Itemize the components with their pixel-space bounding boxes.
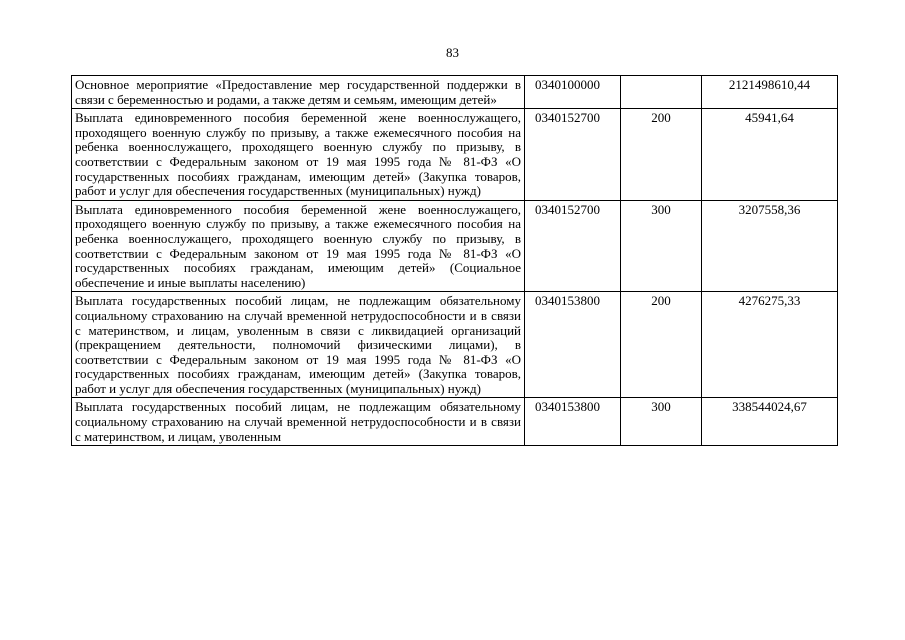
row-expense-type: 300	[621, 200, 702, 292]
table-row	[72, 76, 838, 109]
table-row	[72, 398, 838, 446]
row-expense-type: 200	[621, 292, 702, 398]
budget-table	[71, 75, 838, 446]
row-description: Выплата единовременного пособия беременной жене военнослужащего, проходящего военную службу по призыву, а также ежемесячного пособия на ребенка военнослужащего, проходящего военную службу по призыву, в соответствии с Федеральным законом от 19 мая 1995 года № 81-ФЗ «О государственных пособиях гражданам, имеющим детей» (Закупка товаров, работ и услуг для обеспечения государственных (муниципальных) нужд)	[72, 109, 525, 201]
row-expense-type	[621, 76, 702, 109]
row-expense-type: 300	[621, 398, 702, 446]
row-amount: 2121498610,44	[702, 76, 838, 109]
table-row	[72, 200, 838, 292]
row-target-code: 0340152700	[525, 200, 621, 292]
row-target-code: 0340152700	[525, 109, 621, 201]
row-target-code: 0340153800	[525, 292, 621, 398]
row-description: Выплата государственных пособий лицам, не подлежащим обязательному социальному страхованию на случай временной нетрудоспособности и в связи с материнством, и лицам, уволенным	[72, 398, 525, 446]
row-description: Выплата государственных пособий лицам, не подлежащим обязательному социальному страхованию на случай временной нетрудоспособности и в связи с материнством, и лицам, уволенным в связи с ликвидацией организаций (прекращением деятельности, полномочий физическими лицами), в соответствии с Федеральным законом от 19 мая 1995 года № 81-ФЗ «О государственных пособиях гражданам, имеющим детей» (Закупка товаров, работ и услуг для обеспечения государственных (муниципальных) нужд)	[72, 292, 525, 398]
row-amount: 338544024,67	[702, 398, 838, 446]
page-number: 83	[446, 45, 459, 60]
row-description: Выплата единовременного пособия беременной жене военнослужащего, проходящего военную службу по призыву, а также ежемесячного пособия на ребенка военнослужащего, проходящего военную службу по призыву, в соответствии с Федеральным законом от 19 мая 1995 года № 81-ФЗ «О государственных пособиях гражданам, имеющим детей» (Социальное обеспечение и иные выплаты населению)	[72, 200, 525, 292]
row-expense-type: 200	[621, 109, 702, 201]
table-row	[72, 292, 838, 398]
row-description: Основное мероприятие «Предоставление мер государственной поддержки в связи с беременностью и родами, а также детям и семьям, имеющим детей»	[72, 76, 525, 109]
row-amount: 45941,64	[702, 109, 838, 201]
row-target-code: 0340100000	[525, 76, 621, 109]
table-row	[72, 109, 838, 201]
row-target-code: 0340153800	[525, 398, 621, 446]
row-amount: 3207558,36	[702, 200, 838, 292]
row-amount: 4276275,33	[702, 292, 838, 398]
